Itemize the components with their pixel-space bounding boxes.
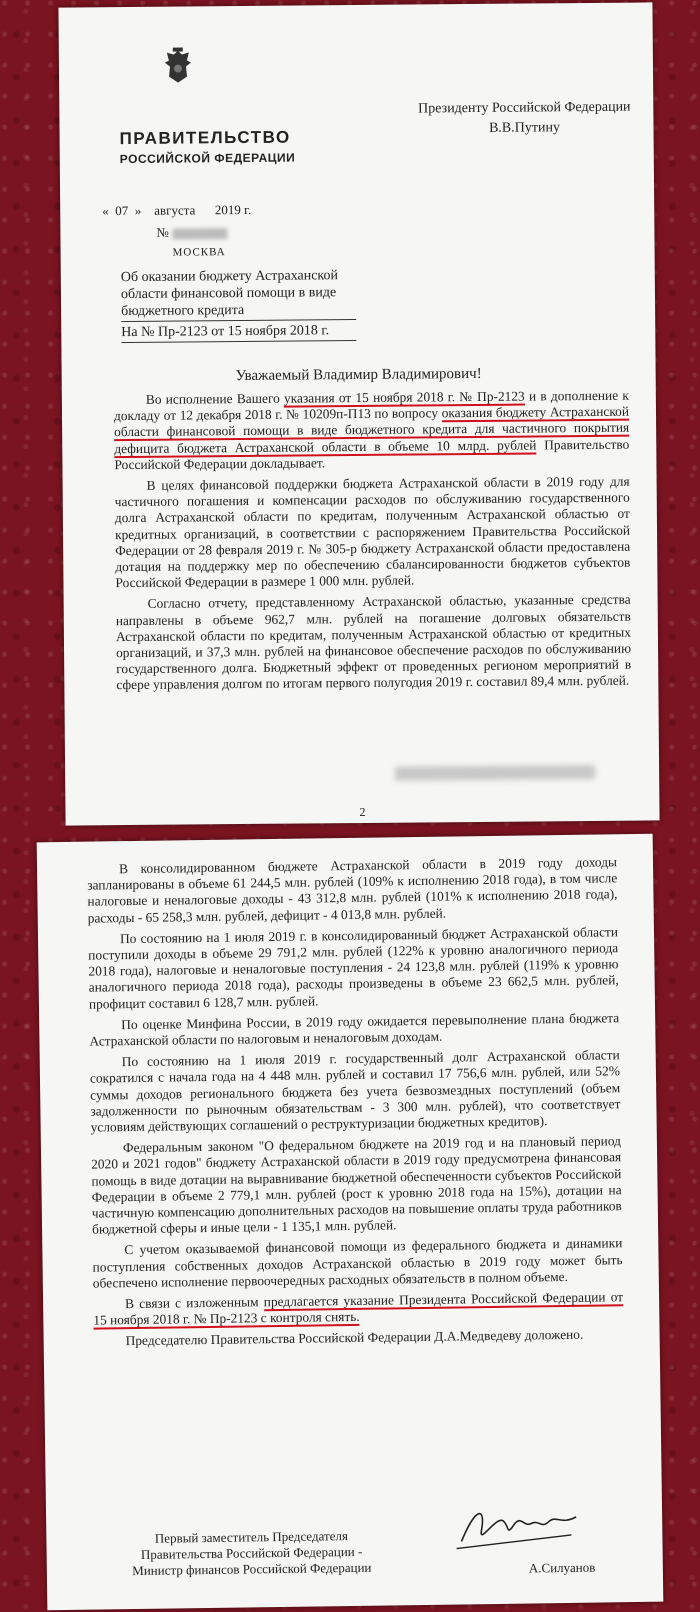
- greeting: Уважаемый Владимир Владимирович!: [235, 365, 482, 385]
- reference-line: На № Пр-2123 от 15 ноября 2018 г.: [121, 323, 330, 341]
- coat-of-arms-icon: [161, 46, 195, 86]
- redacted-number: [172, 228, 227, 239]
- page-number: 2: [359, 804, 366, 820]
- paragraph: Согласно отчету, представленному Астраханской областью, указанные средства направлены в объеме 962,7 млн. рублей на погашение долговых обязательств Астраханской области по кредитам, полученным Астраханской областью от кредитных организаций, и 37,3 млн. рублей на финансовое обеспечение расходов по обслуживанию государственного долга. Бюджетный эффект от проведенных регионом мероприятий в сфере управления долгом по итогам первого полугодия 2019 г. составил 89,4 млн. рублей.: [115, 592, 632, 693]
- city: МОСКВА: [172, 246, 226, 259]
- paragraph: По состоянию на 1 июля 2019 г. в консолидированный бюджет Астраханской области поступили доходы в объеме 29 791,2 млн. рублей (122% к уровню аналогичного периода 2018 года), налоговые и неналоговые поступления - 24 123,8 млн. рублей (119% к уровню аналогичного периода 2018 года), расходы произведены в объеме 23 662,5 млн. рублей, профицит составил 6 128,7 млн. рублей.: [88, 924, 619, 1012]
- paragraph: [114, 388, 630, 474]
- letter-body: [114, 388, 632, 699]
- paragraph: По оценке Минфина России, в 2019 году ожидается перевыполнение плана бюджета Астраханской области по налоговым и неналоговым доходам.: [89, 1010, 620, 1049]
- signatory-line: Первый заместитель Председателя: [154, 1528, 349, 1546]
- government-name: ПРАВИТЕЛЬСТВО: [119, 127, 291, 149]
- letter-body: [87, 854, 624, 1355]
- letter-page-2: [37, 834, 664, 1611]
- paragraph: С учетом оказываемой финансовой помощи из федерального бюджета и динамики поступления собственных доходов Астраханской областью в 2019 году может быть обеспечено исполнение первоочередных расходных обязательств в полном объеме.: [92, 1235, 623, 1291]
- highlighted-text: оказания бюджету Астраханской области финансовой помощи в виде бюджетного кредита для частичного покрытия дефицита бюджета Астраханской области в объеме 10 млрд. рублей: [114, 403, 630, 456]
- addressee-name: В.В.Путину: [488, 120, 561, 136]
- addressee: [399, 97, 649, 139]
- signer-name: А.Силуанов: [528, 1559, 596, 1576]
- document-number: [156, 224, 227, 241]
- paragraph: В целях финансовой поддержки бюджета Астраханской области в 2019 году для частичного погашения и компенсации расходов по обслуживанию государственного долга Астраханской области по кредитам, полученным Астраханской областью от кредитных организаций, в соответствии с распоряжением Правительства Российской Федерации от 28 февраля 2019 г. № 305-р бюджету Астраханской области предоставлена дотация на поддержку мер по обеспечению сбалансированности бюджетов субъектов Российской Федерации в размере 1 000 млн. рублей.: [114, 473, 631, 591]
- government-name-subtitle: РОССИЙСКОЙ ФЕДЕРАЦИИ: [119, 150, 296, 167]
- number-sign: №: [156, 224, 169, 240]
- handwritten-signature: [451, 1495, 582, 1557]
- document-date: « 07 » августа 2019 г.: [102, 201, 252, 219]
- paragraph-text: и в дополнение к докладу от 12 декабря 2018 г. № 10209п-П13 по вопросу: [113, 387, 629, 424]
- letter-page-1: [58, 2, 659, 825]
- letter-subject: Об оказании бюджету Астраханской области финансовой помощи в виде бюджетного кредита: [120, 268, 339, 320]
- signatory-line: Правительства Российской Федерации -: [140, 1543, 363, 1562]
- highlighted-text: указания от 15 ноября 2018 г. № Пр-2123: [283, 388, 525, 406]
- signatory-line: Министр финансов Российской Федерации: [132, 1559, 372, 1579]
- paragraph: Федеральным законом "О федеральном бюджете на 2019 год и на плановый период 2020 и 2021 годов" бюджету Астраханской области в 2019 году предусмотрена финансовая помощь в виде дотации на выравнивание бюджетной обеспеченности субъектов Российской Федерации в объеме 2 779,1 млн. рублей (рост к уровню 2018 года на 15%), дотации на частичную компенсацию дополнительных расходов на повышение оплаты труда работников бюджетной сферы и иные цели - 1 135,1 млн. рублей.: [91, 1133, 622, 1237]
- paragraph: В консолидированном бюджете Астраханской области в 2019 году доходы запланированы в объеме 61 244,5 млн. рублей (109% к исполнению 2018 года), в том числе налоговые и неналоговые доходы - 43 312,8 млн. рублей (101% к исполнению 2018 года), расходы - 65 258,3 млн. рублей, дефицит - 4 013,8 млн. рублей.: [87, 854, 618, 926]
- highlighted-text: предлагается указание Президента Российской Федерации от 15 ноября 2018 г. № Пр-2123 с контроля снять.: [93, 1289, 624, 1328]
- paragraph: [93, 1289, 623, 1329]
- redacted-stamp: [395, 765, 595, 781]
- signatory-title: [126, 1528, 377, 1579]
- addressee-title: Президенту Российской Федерации: [418, 99, 631, 117]
- paragraph: По состоянию на 1 июля 2019 г. государственный долг Астраханской области сократился с начала года на 4 448 млн. рублей и составил 17 756,6 млн. рублей, или 52% суммы доходов регионального бюджета без учета безвозмездных поступлений (объем задолженности по рыночным обязательствам - 3 300 млн. рублей), что соответствует условиям действующих соглашений о реструктуризации бюджетных кредитов).: [89, 1047, 621, 1135]
- paragraph-text: В связи с изложенным: [125, 1294, 264, 1312]
- paragraph: Председателю Правительства Российской Федерации Д.А.Медведеву доложено.: [125, 1327, 584, 1349]
- paragraph-text: Во исполнение Вашего: [145, 390, 285, 407]
- paragraph-text: Правительство Российской Федерации докладывает.: [114, 436, 630, 472]
